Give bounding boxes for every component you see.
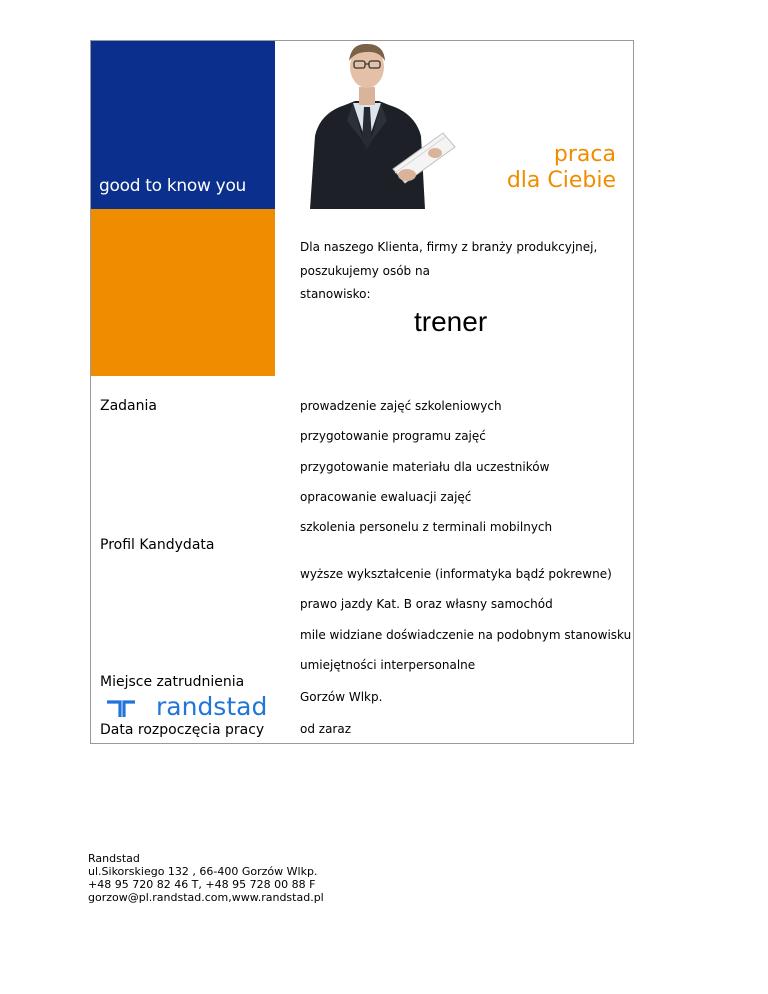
- footer-company: Randstad: [88, 852, 140, 865]
- randstad-logo-icon: [104, 693, 276, 719]
- profile-item: prawo jazdy Kat. B oraz własny samochód: [300, 597, 553, 611]
- task-item: przygotowanie materiału dla uczestników: [300, 460, 550, 474]
- location-value: Gorzów Wlkp.: [300, 690, 383, 704]
- businessman-photo: [275, 41, 460, 209]
- job-title: trener: [414, 306, 488, 337]
- footer-phones: +48 95 720 82 46 T, +48 95 728 00 88 F: [88, 878, 316, 891]
- headline-line-1: praca: [553, 142, 616, 167]
- location-label: Miejsce zatrudnienia: [100, 674, 245, 690]
- tagline: good to know you: [99, 176, 247, 196]
- logo-wordmark: randstad: [156, 693, 268, 719]
- footer-address: ul.Sikorskiego 132 , 66-400 Gorzów Wlkp.: [88, 865, 318, 878]
- task-item: opracowanie ewaluacji zajęć: [300, 490, 472, 504]
- start-value: od zaraz: [300, 722, 352, 736]
- profile-label: Profil Kandydata: [100, 537, 215, 553]
- footer-contact-links: gorzow@pl.randstad.com,www.randstad.pl: [88, 891, 324, 904]
- intro-line-2: poszukujemy osób na: [300, 264, 430, 278]
- intro-line-1: Dla naszego Klienta, firmy z branży produkcyjnej,: [300, 240, 598, 254]
- headline-line-2: dla Ciebie: [506, 168, 616, 193]
- footer-contact: [88, 852, 324, 904]
- businessman-illustration: [275, 41, 460, 209]
- start-label: Data rozpoczęcia pracy: [100, 722, 265, 738]
- task-item: prowadzenie zajęć szkoleniowych: [300, 399, 502, 413]
- randstad-logo: [104, 693, 276, 719]
- brand-orange-block: [91, 209, 275, 376]
- intro-line-3: stanowisko:: [300, 287, 371, 301]
- headline: [507, 142, 616, 194]
- task-item: szkolenia personelu z terminali mobilnych: [300, 520, 553, 534]
- profile-item: umiejętności interpersonalne: [300, 658, 476, 672]
- profile-item: mile widziane doświadczenie na podobnym stanowisku: [300, 628, 632, 642]
- task-item: przygotowanie programu zajęć: [300, 429, 486, 443]
- tasks-label: Zadania: [100, 398, 157, 414]
- profile-item: wyższe wykształcenie (informatyka bądź pokrewne): [300, 567, 612, 581]
